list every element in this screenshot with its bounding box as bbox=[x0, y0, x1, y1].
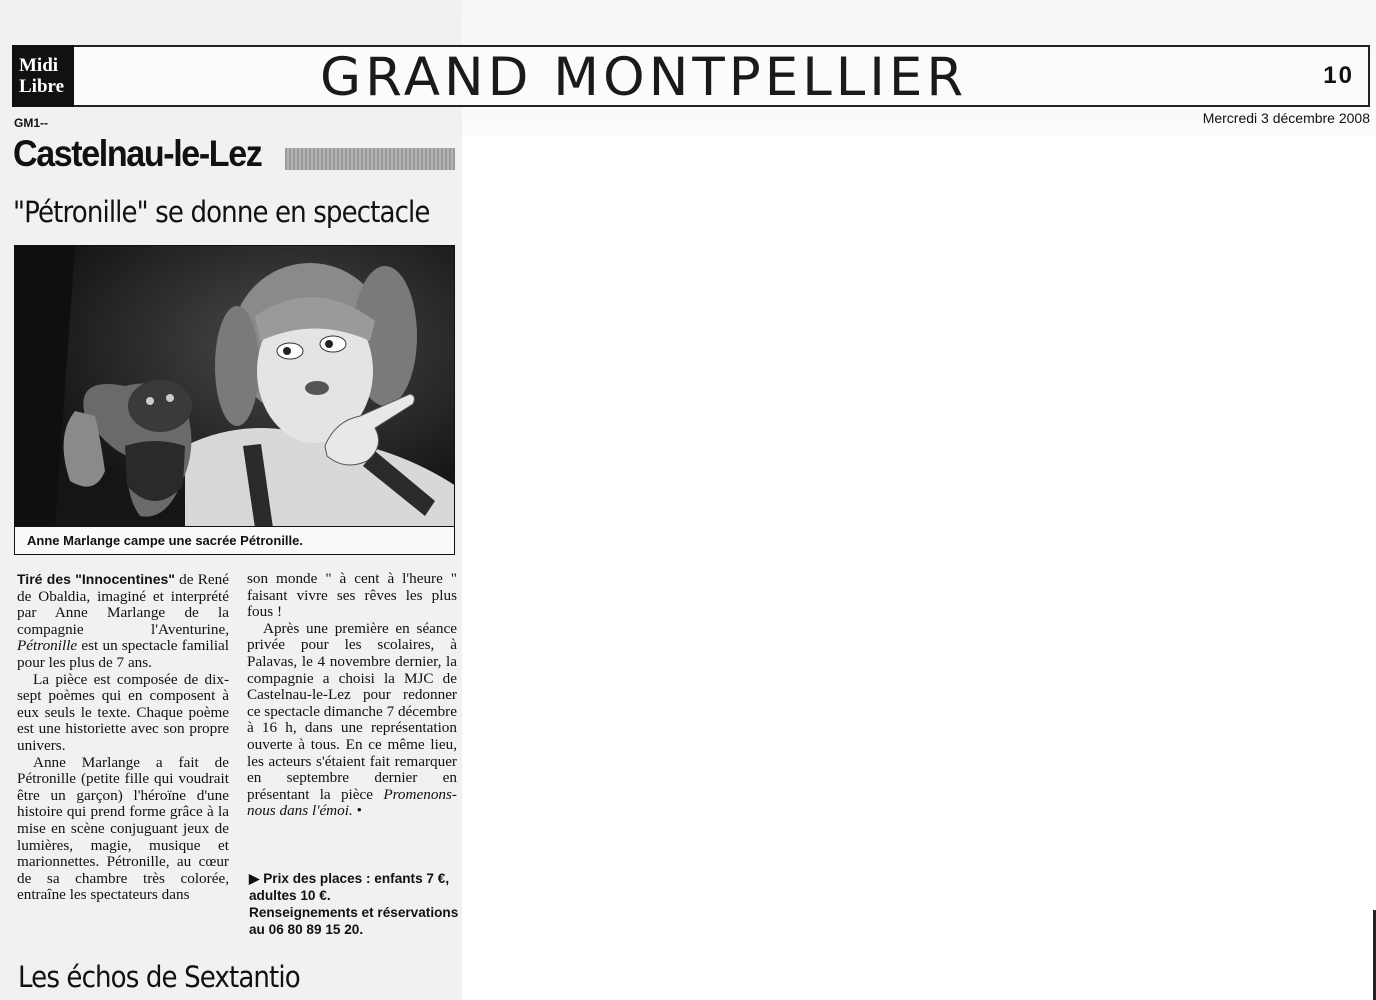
booking-info: Renseignements et réservations au 06 80 89 15 20. bbox=[249, 905, 459, 937]
section-title: GRAND MONTPELLIER bbox=[320, 47, 968, 108]
practical-info bbox=[249, 870, 459, 938]
paragraph bbox=[247, 621, 457, 820]
heading-rule bbox=[285, 148, 455, 170]
article-headline: "Pétronille" se donne en spectacle bbox=[13, 195, 430, 229]
paragraph-text: Après une première en séance privée pour les scolaires, à Palavas, le 4 novembre dernier, la compagnie a choisi la MJC de Castelnau-le-Lez pour redonner ce spectacle dimanche 7 décembre à 16 h, dans une représentation ouverte à tous. En ce même lieu, les acteurs s'étaient fait remarquer en septembre dernier en présentant la pièce bbox=[247, 619, 457, 803]
newspaper-logo bbox=[12, 45, 74, 107]
logo-line-1: Midi bbox=[19, 55, 59, 76]
next-article-headline: Les échos de Sextantio bbox=[18, 960, 300, 994]
paragraph bbox=[17, 571, 229, 672]
article-column-1 bbox=[17, 571, 229, 904]
paragraph: son monde " à cent à l'heure " faisant vivre ses rêves les plus fous ! bbox=[247, 570, 457, 621]
town-heading: Castelnau-le-Lez bbox=[13, 133, 262, 174]
title-italic: Pétronille bbox=[17, 637, 78, 655]
page-number: 10 bbox=[1323, 62, 1354, 89]
article-column-2 bbox=[247, 571, 457, 820]
price-info: ▶ Prix des places : enfants 7 €, adultes 10 €. bbox=[249, 871, 450, 903]
photo-caption: Anne Marlange campe une sacrée Pétronille. bbox=[27, 533, 303, 548]
end-mark: • bbox=[352, 802, 362, 820]
publication-date: Mercredi 3 décembre 2008 bbox=[1202, 110, 1370, 126]
logo-line-2: Libre bbox=[19, 76, 65, 97]
paragraph-text: de René de Obaldia, imaginé et interprété par Anne Marlange de la compagnie l'Aventurine, bbox=[17, 571, 229, 638]
title-italic: Promenons-nous dans l'émoi. bbox=[247, 785, 457, 820]
paragraph: Anne Marlange a fait de Pétronille (petite fille qui voudrait être un garçon) l'héroïne d'une histoire qui prend forme grâce à la mise en scène conjuguant jeux de lumières, magie, musique et marionnettes. Pétronille, au cœur de sa chambre très colorée, entraîne les spectateurs dans bbox=[17, 753, 229, 904]
photo-caption-box bbox=[14, 527, 455, 555]
paragraph-text: est un spectacle familial pour les plus de 7 ans. bbox=[17, 637, 229, 671]
lead-in: Tiré des "Innocentines" bbox=[17, 571, 175, 587]
edition-code: GM1-- bbox=[14, 116, 48, 130]
performer-with-puppet-image bbox=[15, 246, 455, 527]
article-photo bbox=[14, 245, 455, 527]
paragraph: La pièce est composée de dix-sept poèmes qui en composent à eux seuls le texte. Chaque poème est une historiette avec son propre univers. bbox=[17, 670, 229, 754]
